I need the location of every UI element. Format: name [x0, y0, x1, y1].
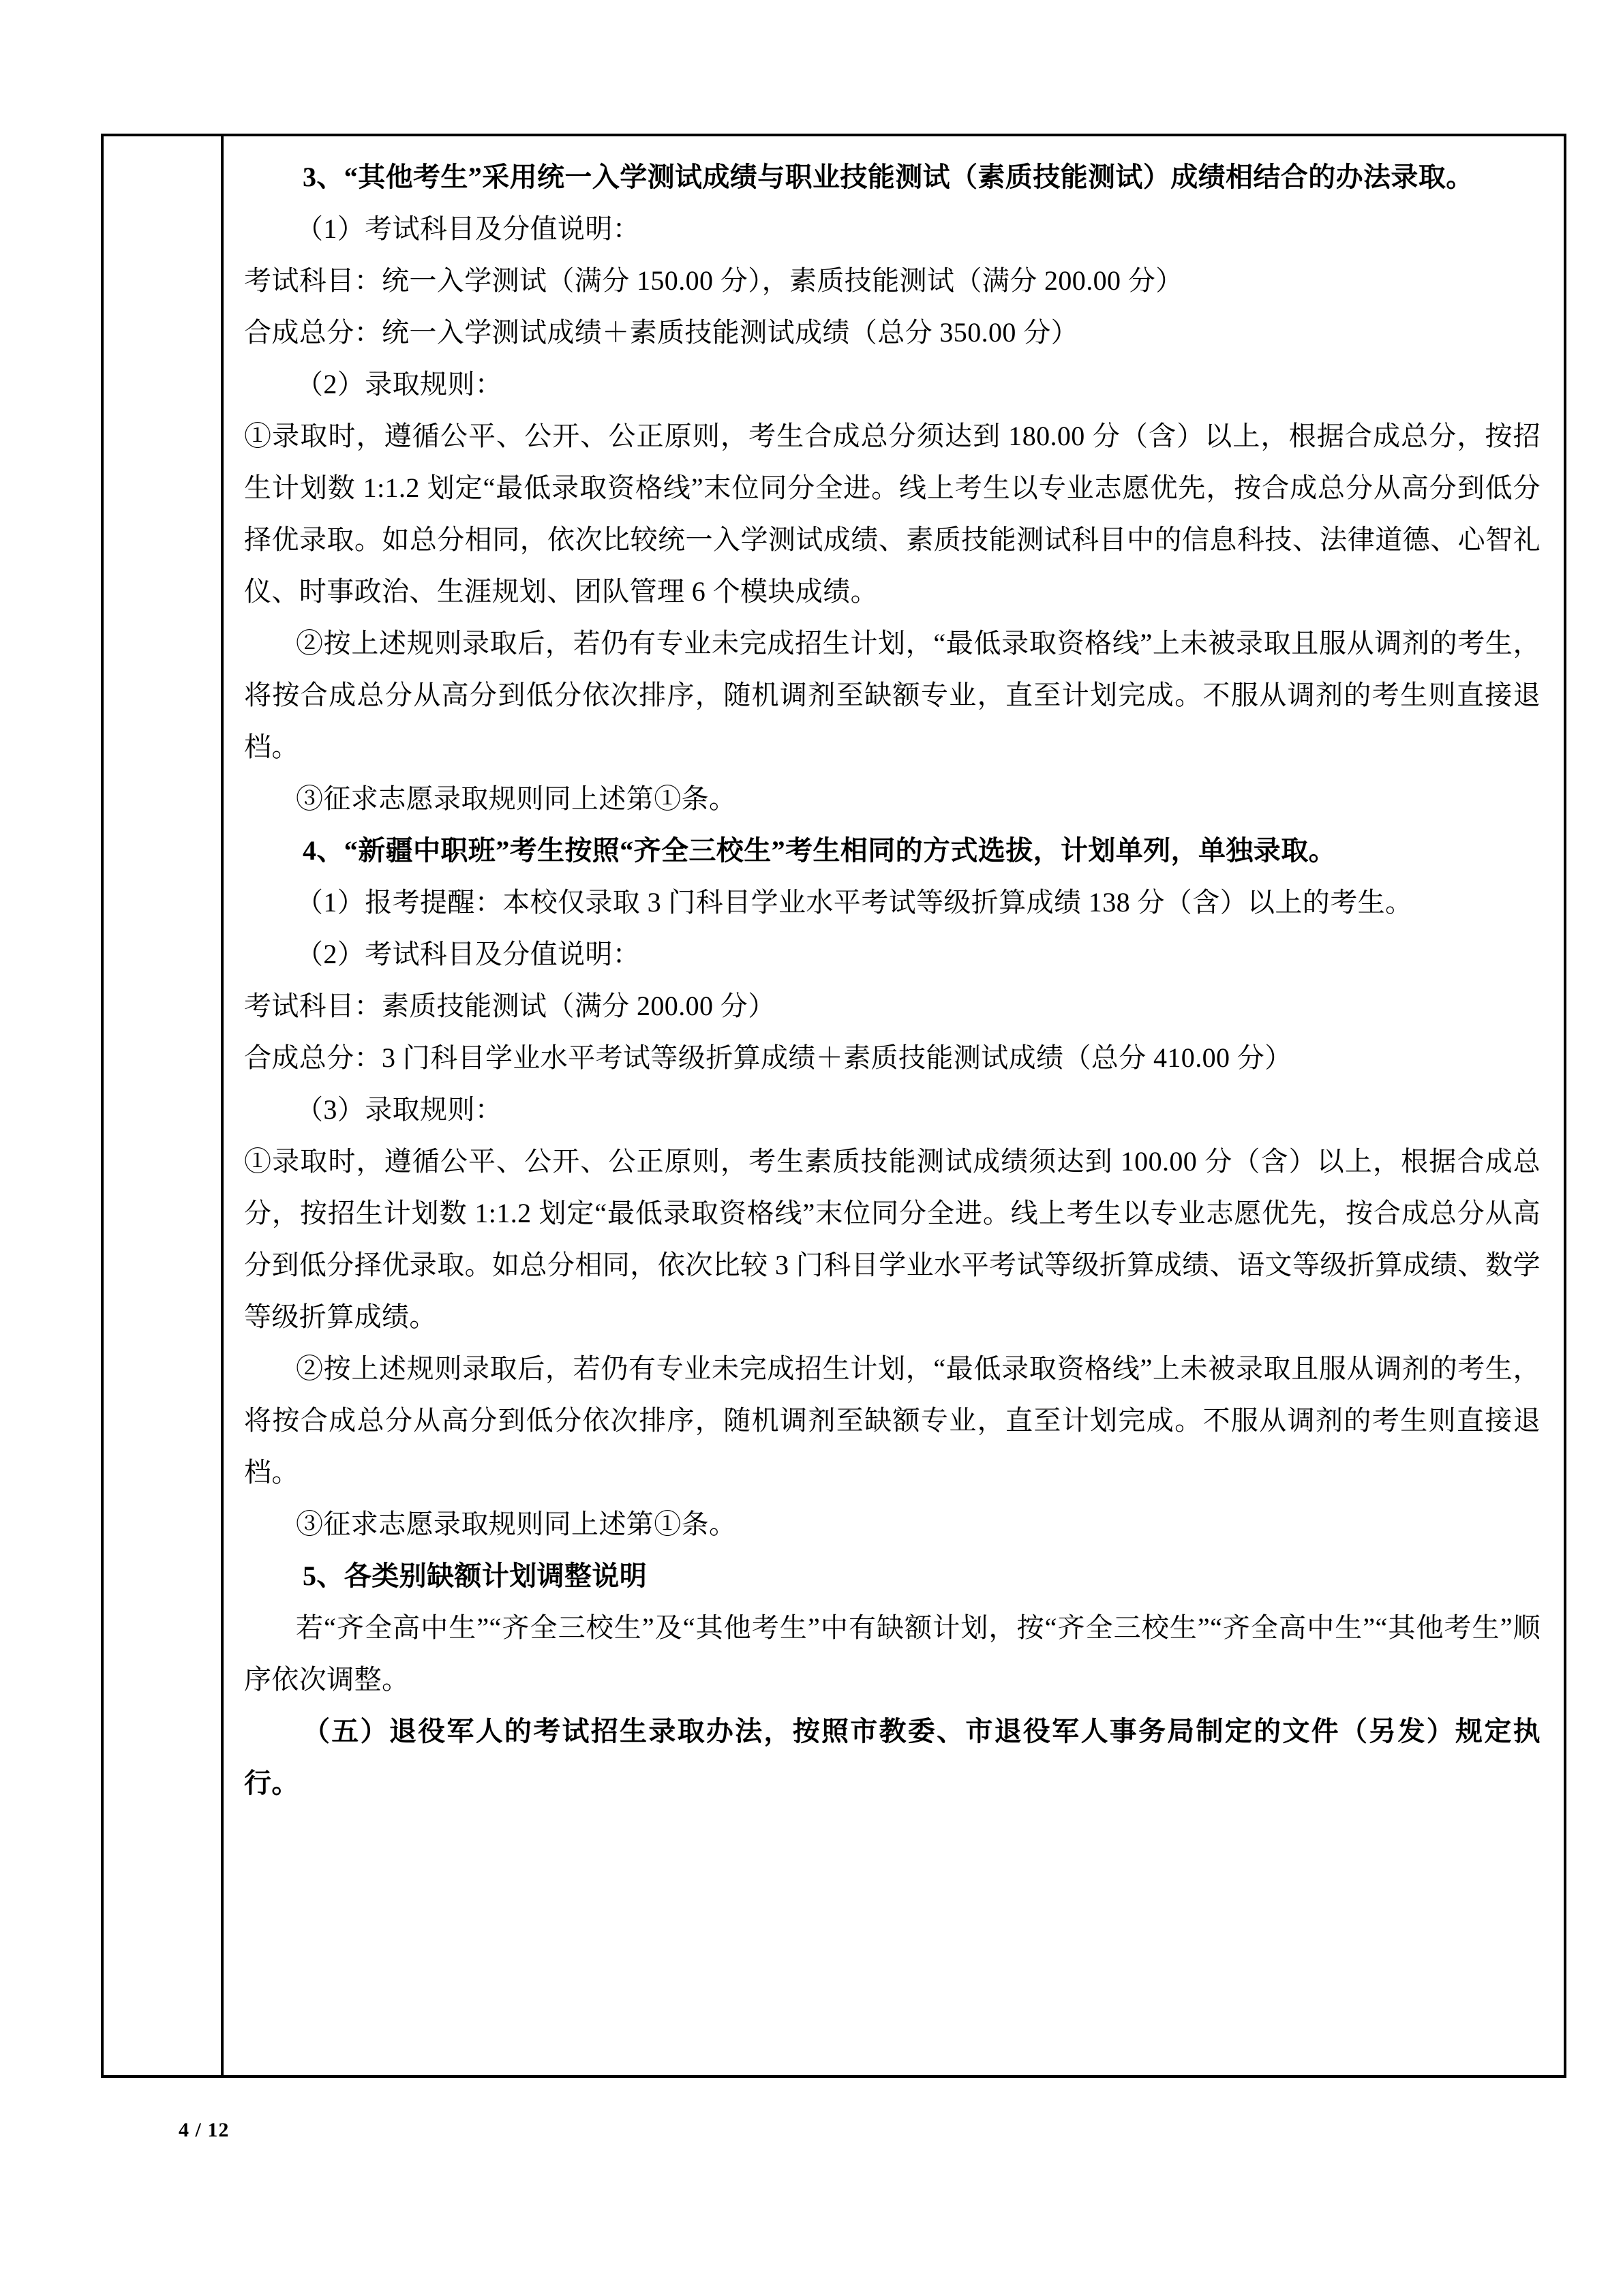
paragraph-item-4-3-label: （3）录取规则：: [296, 1094, 503, 1125]
table-row: [102, 135, 1565, 2076]
paragraph-item-4-rule-3: ③征求志愿录取规则同上述第①条。: [296, 1509, 737, 1539]
paragraph-item-5-heading: 5、各类别缺额计划调整说明: [303, 1560, 648, 1591]
paragraph-item-3-rule-1: ①录取时，遵循公平、公开、公正原则，考生合成总分须达到 180.00 分（含）以上，根据合成总分，按招生计划数 1:1.2 划定“最低录取资格线”末位同分全进。线上考生以专业志愿优先，按合成总分从高分到低分择优录取。如总分相同，依次比较统一入学测试成绩、素质技能测试科目中的信息科技、法律道德、心智礼仪、时事政治、生涯规划、团队管理 6 个模块成绩。: [244, 421, 1541, 607]
paragraph-item-3-2-label: （2）录取规则：: [296, 369, 503, 399]
paragraph-item-5-body: 若“齐全高中生”“齐全三校生”及“其他考生”中有缺额计划，按“齐全三校生”“齐全高中生”“其他考生”顺序依次调整。: [244, 1612, 1541, 1695]
paragraph-item-4-subjects: 考试科目：素质技能测试（满分 200.00 分）: [244, 991, 776, 1021]
paragraph-item-3-rule-2: ②按上述规则录取后，若仍有专业未完成招生计划，“最低录取资格线”上未被录取且服从调剂的考生，将按合成总分从高分到低分依次排序，随机调剂至缺额专业，直至计划完成。不服从调剂的考生则直接退档。: [244, 628, 1541, 762]
paragraph-item-five-heading: （五）退役军人的考试招生录取办法，按照市教委、市退役军人事务局制定的文件（另发）规定执行。: [244, 1716, 1541, 1798]
content-table: [101, 134, 1566, 2078]
table-cell-body: [222, 135, 1565, 2076]
paragraph-item-4-heading: 4、“新疆中职班”考生按照“齐全三校生”考生相同的方式选拔，计划单列，单独录取。: [303, 835, 1336, 866]
paragraph-item-4-total: 合成总分：3 门科目学业水平考试等级折算成绩＋素质技能测试成绩（总分 410.00 分）: [244, 1042, 1292, 1073]
table-cell-label: [102, 135, 222, 2076]
paragraph-item-4-rule-1: ①录取时，遵循公平、公开、公正原则，考生素质技能测试成绩须达到 100.00 分（含）以上，根据合成总分，按招生计划数 1:1.2 划定“最低录取资格线”末位同分全进。线上考生以专业志愿优先，按合成总分从高分到低分择优录取。如总分相同，依次比较 3 门科目学业水平考试等级折算成绩、语文等级折算成绩、数学等级折算成绩。: [244, 1146, 1541, 1332]
page-footer-number: 4 / 12: [179, 2119, 230, 2141]
paragraph-item-3-total: 合成总分：统一入学测试成绩＋素质技能测试成绩（总分 350.00 分）: [244, 317, 1078, 348]
paragraph-item-4-1: （1）报考提醒：本校仅录取 3 门科目学业水平考试等级折算成绩 138 分（含）以上的考生。: [296, 887, 1413, 918]
content-table-body: [102, 135, 1565, 2076]
paragraph-item-3-subjects: 考试科目：统一入学测试（满分 150.00 分），素质技能测试（满分 200.00 分）: [244, 265, 1183, 296]
paragraph-item-3-1-label: （1）考试科目及分值说明：: [296, 213, 641, 244]
label-cell-content: [104, 136, 221, 2075]
paragraph-item-3-heading: 3、“其他考生”采用统一入学测试成绩与职业技能测试（素质技能测试）成绩相结合的办法录取。: [303, 162, 1474, 192]
paragraph-item-4-2-label: （2）考试科目及分值说明：: [296, 939, 641, 969]
paragraph-item-4-rule-2: ②按上述规则录取后，若仍有专业未完成招生计划，“最低录取资格线”上未被录取且服从调剂的考生，将按合成总分从高分到低分依次排序，随机调剂至缺额专业，直至计划完成。不服从调剂的考生则直接退档。: [244, 1353, 1541, 1487]
paragraph-item-3-rule-3: ③征求志愿录取规则同上述第①条。: [296, 783, 737, 814]
